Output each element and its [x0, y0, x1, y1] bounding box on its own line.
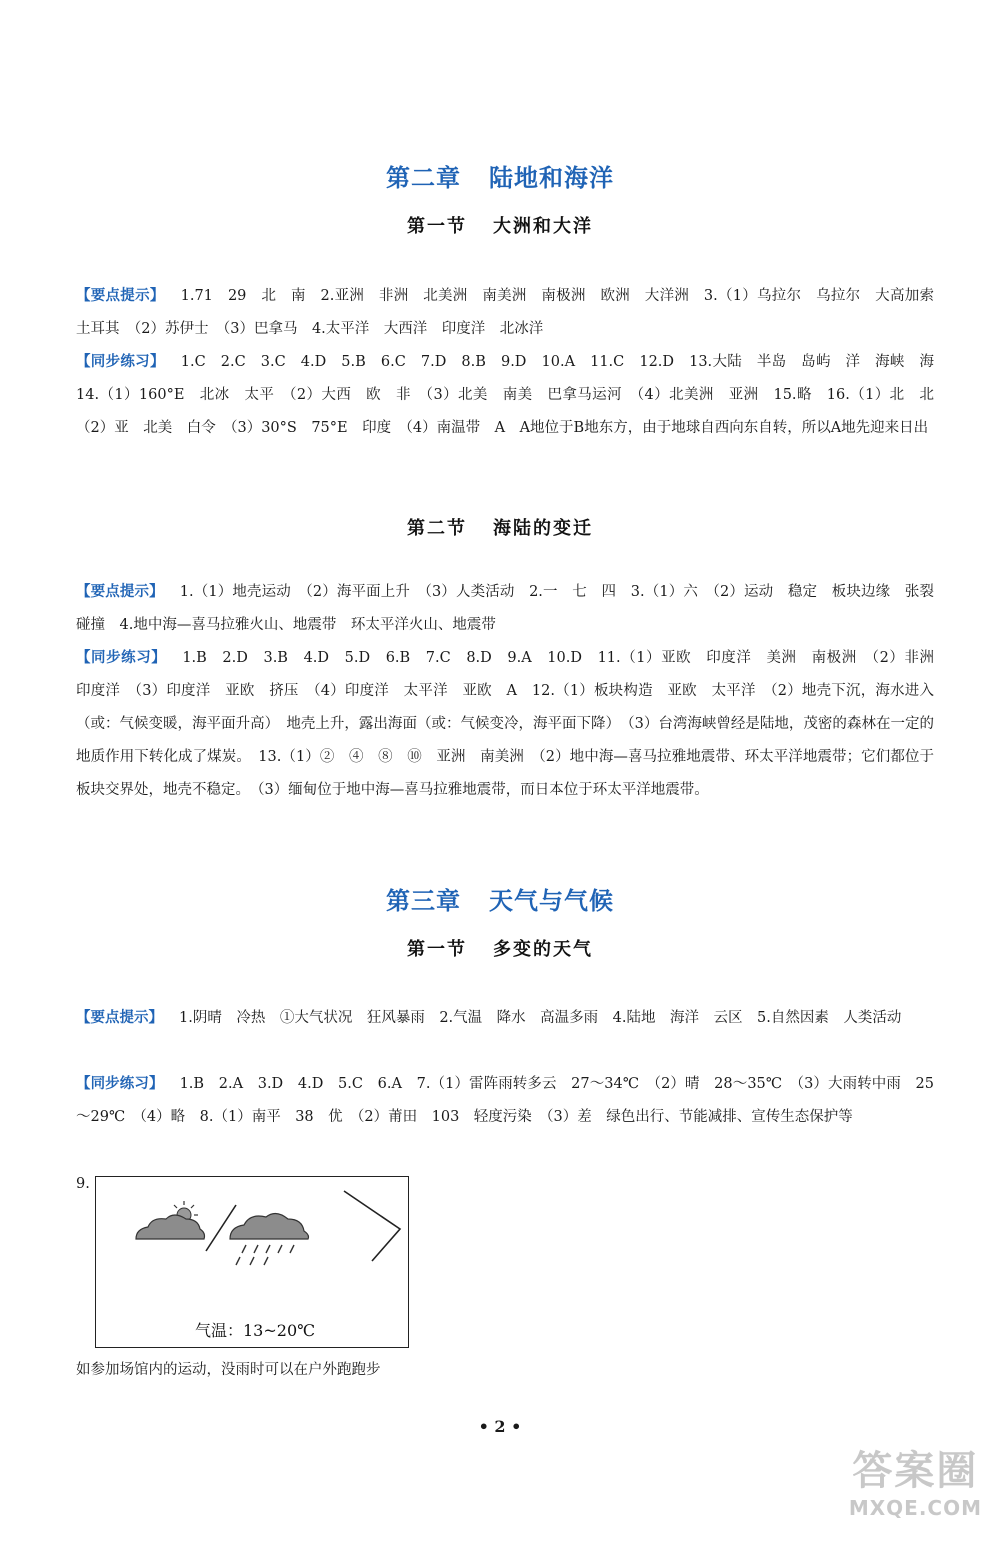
ch3-s1-practice	[76, 1067, 934, 1134]
ch2-s2-key-points	[76, 575, 949, 642]
ch2-section-2-heading	[0, 514, 1000, 540]
key-points-label: 【要点提示】	[76, 1009, 163, 1026]
chapter-2-title: 陆地和海洋	[489, 164, 614, 192]
partly-cloudy-icon	[136, 1201, 205, 1239]
ch3-s1-key-points	[76, 1001, 934, 1035]
ch2-section-1-number: 第一节	[407, 216, 467, 237]
chapter-2-heading	[0, 158, 1000, 193]
key-points-label: 【要点提示】	[76, 583, 164, 600]
ch2-s1-key-points	[76, 279, 949, 346]
ch3-section-1-number: 第一节	[407, 939, 467, 960]
ch3-section-1-heading	[0, 935, 1000, 961]
key-points-text: 1.阴晴 冷热 ①大气状况 狂风暴雨 2.气温 降水 高温多雨 4.陆地 海洋 云区 5.自然因素 人类活动	[179, 1010, 902, 1026]
watermark-logo	[849, 1439, 982, 1520]
key-points-text: 1.（1）地壳运动 （2）海平面上升 （3）人类活动 2.一 七 四 3.（1）六 （2）运动 稳定 板块边缘 张裂 碰撞 4.地中海—喜马拉雅火山、地震带 环太平洋火山、地震带	[76, 584, 949, 633]
practice-label: 【同步练习】	[76, 649, 167, 666]
chapter-3-number: 第三章	[386, 887, 461, 915]
figure-note: 如参加场馆内的运动，没雨时可以在户外跑跑步	[76, 1362, 381, 1378]
practice-text: 1.B 2.D 3.B 4.D 5.D 6.B 7.C 8.D 9.A 10.D 11.（1）亚欧 印度洋 美洲 南极洲 （2）非洲 印度洋 （3）印度洋 亚欧 挤压 （4）印度洋 太平洋 亚欧 A 12.（1）板块构造 亚欧 太平洋 （2）地壳下沉，海水进入（或：气候变暖，海平面升高） 地壳上升，露出海面（或：气候变冷，海平面下降） （3）台湾海峡曾经是陆地，茂密的森林在一定的地质作用下转化成了煤炭。 13.（1）② ④ ⑧ ⑩ 亚洲 南美洲 （2）地中海—喜马拉雅地震带、环太平洋地震带；它们都位于板块交界处，地壳不稳定。 （3）缅甸位于地中海—喜马拉雅地震带，而日本位于环太平洋地震带。	[76, 650, 949, 798]
chapter-3-title: 天气与气候	[489, 887, 614, 915]
page-number: • 2 •	[478, 1417, 522, 1436]
practice-label: 【同步练习】	[76, 1075, 164, 1092]
ch2-section-1-title: 大洲和大洋	[493, 216, 593, 237]
practice-text: 1.B 2.A 3.D 4.D 5.C 6.A 7.（1）雷阵雨转多云 27～34℃ （2）晴 28～35℃ （3）大雨转中雨 25～29℃ （4）略 8.（1）南平 38 优 （2）莆田 103 轻度污染 （3）差 绿色出行、节能减排、宣传生态保护等	[76, 1076, 935, 1125]
ch2-s2-practice	[76, 641, 949, 807]
practice-text: 1.C 2.C 3.C 4.D 5.B 6.C 7.D 8.B 9.D 10.A 11.C 12.D 13.大陆 半岛 岛屿 洋 海峡 海 14.（1）160°E 北冰 太平 （2）大西 欧 非 （3）北美 南美 巴拿马运河 （4）北美洲 亚洲 15.略 16.（1）北 北 （2）亚 北美 白令 （3）30°S 75°E 印度 （4）南温带 A A地位于B地东方，由于地球自西向东自转，所以A地先迎来日出	[76, 354, 949, 436]
ch2-section-2-number: 第二节	[407, 518, 467, 539]
ch3-section-1-title: 多变的天气	[493, 939, 593, 960]
ch2-s1-practice	[76, 345, 949, 445]
watermark-sub: MXQE.COM	[848, 1496, 982, 1520]
practice-label: 【同步练习】	[76, 353, 165, 370]
ch2-section-1-heading	[0, 212, 1000, 238]
watermark-main: 答案圈	[852, 1448, 979, 1494]
ch2-section-2-title: 海陆的变迁	[493, 518, 593, 539]
rain-cloud-icon	[230, 1213, 309, 1265]
figure-caption: 气温：13~20℃	[195, 1321, 316, 1340]
chapter-2-number: 第二章	[386, 164, 461, 192]
chapter-3-heading	[0, 881, 1000, 916]
slash-separator	[206, 1205, 236, 1251]
figure-number: 9.	[76, 1176, 90, 1192]
key-points-text: 1.71 29 北 南 2.亚洲 非洲 北美洲 南美洲 南极洲 欧洲 大洋洲 3.（1）乌拉尔 乌拉尔 大高加索 土耳其 （2）苏伊士 （3）巴拿马 4.太平洋 大西洋 印度洋 北冰洋	[76, 288, 949, 337]
key-points-label: 【要点提示】	[76, 287, 165, 304]
wind-arrow-icon	[344, 1191, 400, 1261]
